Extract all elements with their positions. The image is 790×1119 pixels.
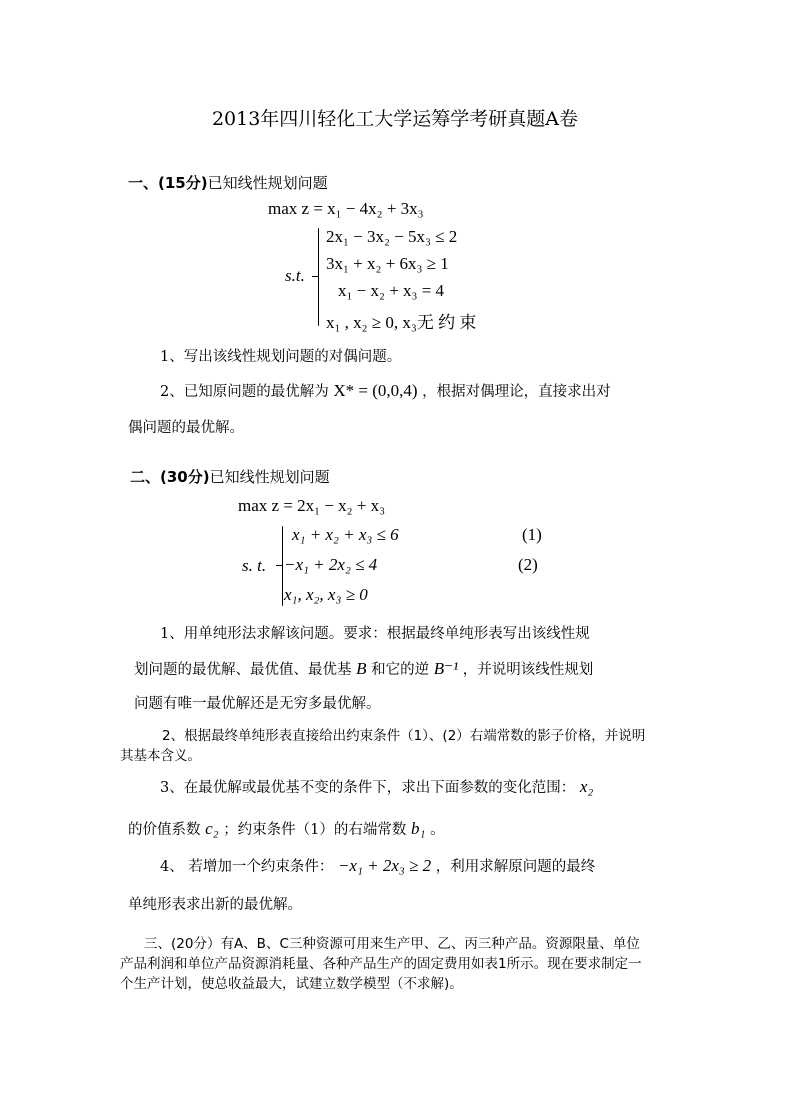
q2-item-4-line-1	[160, 855, 595, 876]
q2-intro: 已知线性规划问题	[209, 468, 330, 486]
q2-item-3-line-2	[128, 818, 445, 839]
q1-heading	[128, 172, 328, 193]
q2-coef-c2: c₂	[205, 819, 219, 838]
q2-item-3-text-d: 。	[430, 822, 445, 838]
q1-item-2	[160, 380, 611, 401]
q2-constraint-label-2: (2)	[518, 555, 538, 574]
q2-brace-tip	[276, 565, 283, 568]
q1-item-2-solution: X* = (0,0,4)	[333, 381, 418, 400]
q1-objective: max z = x₁ − 4x₂ + 3x₃	[268, 199, 424, 218]
q2-constraint-1: x₁ + x₂ + x₃ ≤ 6	[292, 525, 399, 544]
q1-item-2-text-cont: ，根据对偶理论，直接求出对	[422, 384, 611, 400]
q2-new-constraint: −x₁ + 2x₃ ≥ 2	[337, 856, 432, 875]
q2-item-3-text-b: 的价值系数	[128, 822, 201, 838]
q2-item-2-line-2: 其基本含义。	[120, 748, 201, 764]
q2-item-1-text-b: 和它的逆	[371, 662, 430, 678]
q2-heading-label: 二、(30分)	[130, 468, 210, 486]
q2-constraint-label-1: (1)	[522, 525, 542, 544]
q2-constraint-3: x₁, x₂, x₃ ≥ 0	[284, 585, 368, 604]
q2-rhs-b1: b₁	[411, 819, 426, 838]
q2-constraint-2: −x₁ + 2x₂ ≤ 4	[284, 555, 378, 574]
q2-item-3-line-1	[160, 776, 593, 797]
q2-item-4-text-a: 4、 若增加一个约束条件：	[160, 859, 334, 875]
q2-item-1-text-a: 划问题的最优解、最优值、最优基	[134, 662, 352, 678]
q2-item-4-line-2: 单纯形表求出新的最优解。	[128, 897, 302, 913]
page-title: 2013年四川轻化工大学运筹学考研真题A卷	[211, 108, 579, 130]
q1-constraint-2: 3x₁ + x₂ + 6x₃ ≥ 1	[326, 254, 449, 273]
q2-item-2-line-1: 2、根据最终单纯形表直接给出约束条件（1）、(2）右端常数的影子价格，并说明	[162, 728, 646, 744]
q1-item-1: 1、写出该线性规划问题的对偶问题。	[160, 349, 402, 365]
q2-var-x2: x₂	[579, 777, 594, 796]
q2-basis-inverse: B⁻¹	[433, 659, 459, 678]
q1-intro: 已知线性规划问题	[207, 174, 328, 192]
q3-line-1: 三、(20分）有A、B、C三种资源可用来生产甲、乙、丙三种产品。资源限量、单位	[144, 936, 640, 952]
q3-line-3: 个生产计划，使总收益最大，试建立数学模型（不求解)。	[120, 976, 463, 992]
q2-item-3-text-c: ；约束条件（1）的右端常数	[223, 822, 407, 838]
q2-item-1-line-1: 1、用单纯形法求解该问题。要求：根据最终单纯形表写出该线性规	[160, 626, 590, 642]
q2-objective: max z = 2x₁ − x₂ + x₃	[238, 496, 386, 515]
q2-item-1-line-2	[134, 658, 593, 679]
q2-item-3-text-a: 3、在最优解或最优基不变的条件下，求出下面参数的变化范围：	[160, 780, 576, 796]
q1-constraint-3: x₁ − x₂ + x₃ = 4	[338, 281, 445, 300]
q2-item-1-text-c: ，并说明该线性规划	[462, 662, 594, 678]
q2-heading	[130, 466, 330, 487]
q3-line-2: 产品利润和单位产品资源消耗量、各种产品生产的固定费用如表1所示。现在要求制定一	[120, 956, 642, 972]
q1-st-label: s.t.	[285, 266, 305, 285]
q1-heading-label: 一、(15分)	[128, 174, 208, 192]
q1-constraint-1: 2x₁ − 3x₂ − 5x₃ ≤ 2	[326, 227, 458, 246]
q2-item-4-text-b: ，利用求解原问题的最终	[435, 859, 596, 875]
q1-item-2-text: 2、已知原问题的最优解为	[160, 384, 329, 400]
q1-item-2-line-2: 偶问题的最优解。	[128, 420, 244, 436]
q2-st-label: s. t.	[242, 556, 267, 575]
q2-item-1-line-3: 问题有唯一最优解还是无穷多最优解。	[134, 696, 381, 712]
q2-basis-B: B	[356, 659, 367, 678]
q1-brace-tip	[312, 276, 319, 279]
q1-constraint-4: x₁ , x₂ ≥ 0, x₃无 约 束	[326, 313, 477, 332]
